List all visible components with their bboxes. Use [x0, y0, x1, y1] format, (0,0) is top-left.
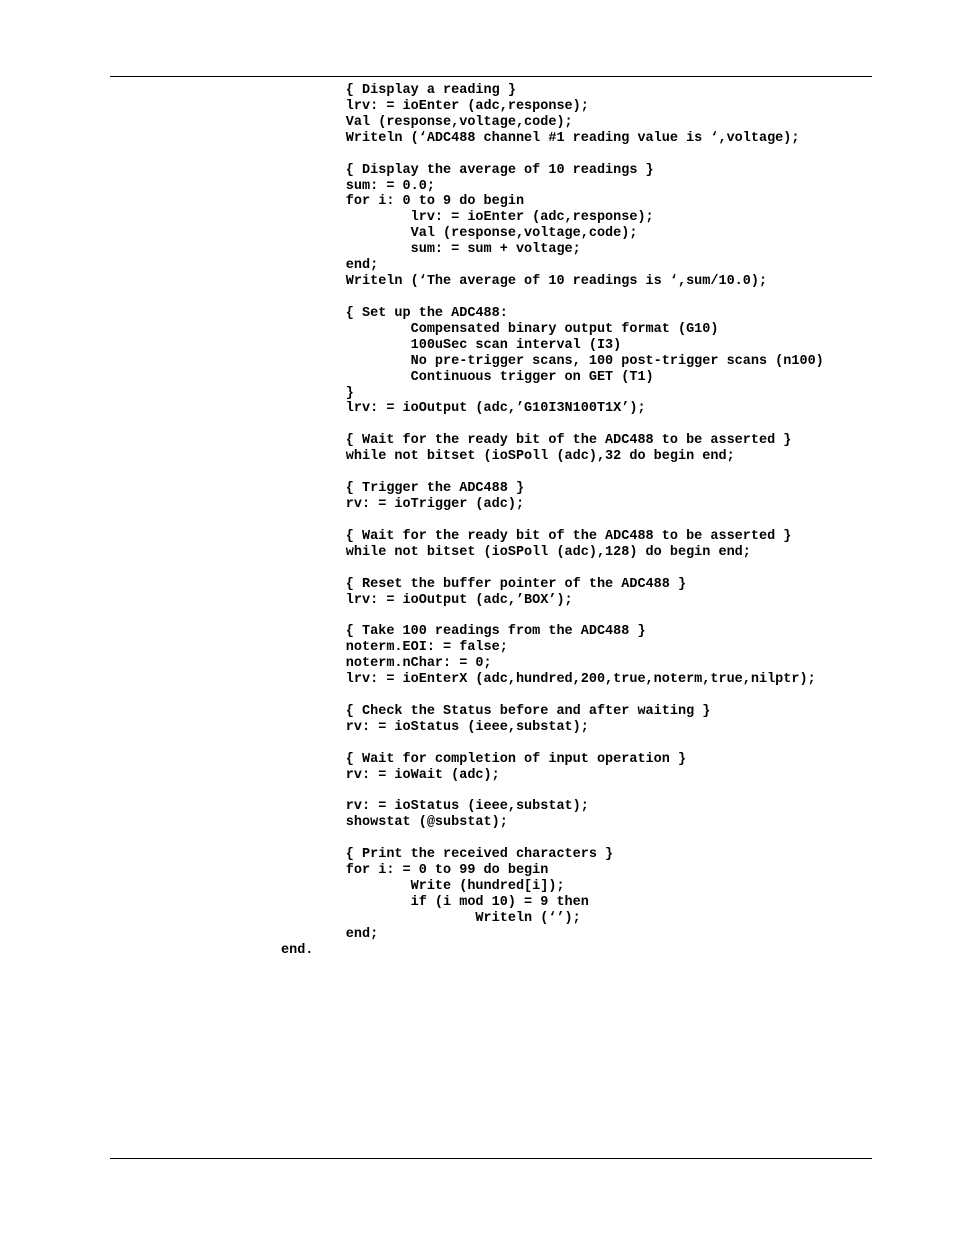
code-line	[281, 147, 881, 163]
code-line: if (i mod 10) = 9 then	[281, 895, 589, 911]
code-line: lrv: = ioOutput (adc,’BOX’);	[281, 592, 573, 608]
code-line: }	[281, 385, 354, 401]
code-line: { Print the received characters }	[281, 847, 614, 863]
code-line: { Take 100 readings from the ADC488 }	[281, 624, 646, 640]
code-line	[281, 513, 881, 529]
code-line: noterm.EOI: = false;	[281, 640, 508, 656]
code-line	[281, 561, 881, 577]
code-line: No pre-trigger scans, 100 post-trigger scans (n100)	[281, 353, 824, 369]
code-line: Continuous trigger on GET (T1)	[281, 369, 654, 385]
code-line: lrv: = ioEnterX (adc,hundred,200,true,noterm,true,nilptr);	[281, 672, 816, 688]
code-line	[281, 784, 881, 800]
code-line	[281, 608, 881, 624]
code-line: { Display a reading }	[281, 83, 516, 98]
code-line: lrv: = ioOutput (adc,’G10I3N100T1X’);	[281, 401, 646, 417]
code-line: Writeln (‘’);	[281, 910, 581, 926]
code-line: { Reset the buffer pointer of the ADC488 }	[281, 576, 687, 592]
code-line: { Wait for completion of input operation }	[281, 751, 687, 767]
code-line: { Wait for the ready bit of the ADC488 to be asserted }	[281, 433, 792, 449]
code-line: lrv: = ioEnter (adc,response);	[281, 210, 654, 226]
code-line: sum: = 0.0;	[281, 178, 435, 194]
code-line: 100uSec scan interval (I3)	[281, 337, 622, 353]
code-line: { Check the Status before and after waiting }	[281, 703, 711, 719]
code-line: rv: = ioStatus (ieee,substat);	[281, 799, 589, 815]
code-line: { Set up the ADC488:	[281, 305, 508, 321]
code-line: Val (response,voltage,code);	[281, 114, 573, 130]
code-line: while not bitset (ioSPoll (adc),128) do begin end;	[281, 544, 751, 560]
code-line: sum: = sum + voltage;	[281, 242, 581, 258]
code-line: rv: = ioStatus (ieee,substat);	[281, 719, 589, 735]
code-line: end;	[281, 926, 379, 942]
code-line: { Display the average of 10 readings }	[281, 162, 654, 178]
code-line: end;	[281, 258, 379, 274]
code-line: lrv: = ioEnter (adc,response);	[281, 98, 589, 114]
code-line: { Trigger the ADC488 }	[281, 481, 525, 497]
footer-rule	[110, 1158, 872, 1159]
code-line: for i: = 0 to 99 do begin	[281, 863, 549, 879]
code-line: Val (response,voltage,code);	[281, 226, 638, 242]
code-line: Compensated binary output format (G10)	[281, 321, 719, 337]
code-line	[281, 465, 881, 481]
code-line: for i: 0 to 9 do begin	[281, 194, 525, 210]
code-line: showstat (@substat);	[281, 815, 508, 831]
code-line	[281, 831, 881, 847]
code-line: { Wait for the ready bit of the ADC488 to be asserted }	[281, 528, 792, 544]
code-line: Writeln (‘ADC488 channel #1 reading value is ‘,voltage);	[281, 130, 800, 146]
code-line: rv: = ioTrigger (adc);	[281, 496, 525, 512]
code-line	[281, 688, 881, 704]
code-line: Write (hundred[i]);	[281, 879, 565, 895]
code-line: Writeln (‘The average of 10 readings is ‘,sum/10.0);	[281, 274, 768, 290]
code-line	[281, 290, 881, 306]
code-line: while not bitset (ioSPoll (adc),32 do begin end;	[281, 449, 735, 465]
code-line: rv: = ioWait (adc);	[281, 767, 500, 783]
header-rule	[110, 76, 872, 77]
code-line: end.	[281, 942, 314, 958]
code-line	[281, 417, 881, 433]
code-line: noterm.nChar: = 0;	[281, 656, 492, 672]
code-line	[281, 736, 881, 752]
pascal-code-listing	[281, 83, 881, 959]
